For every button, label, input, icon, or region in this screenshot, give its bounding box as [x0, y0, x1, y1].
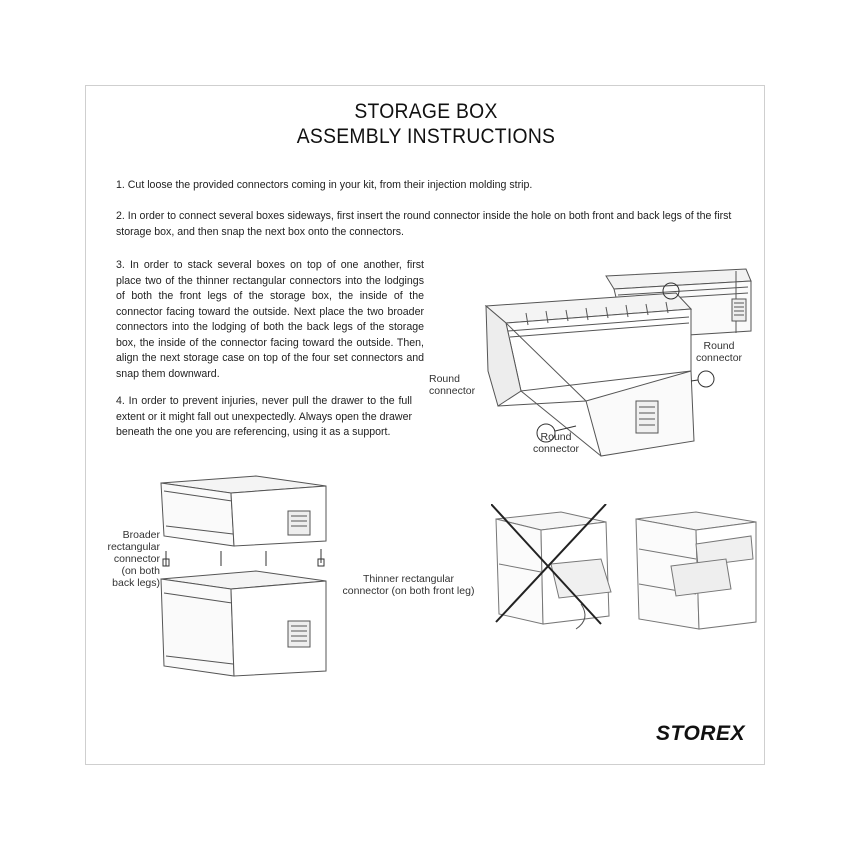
round-connector-top-marker: [698, 371, 714, 387]
step-4-text: 4. In order to prevent injuries, never pull the drawer to the full extent or it might fall out unexpectedly. Always open the drawer beneath the one you are referencing, using it as a support.: [116, 395, 412, 438]
thinner-connector-label: Thinner rectangular connector (on both front leg): [342, 573, 475, 597]
storex-logo: [656, 722, 745, 746]
broader-connector-label: Broader rectangular connector (on both back legs): [107, 529, 160, 589]
upper-storage-box-drawing: [161, 476, 326, 546]
round-connector-bottom-label: Round connector: [532, 431, 580, 455]
instruction-sheet: [85, 85, 765, 765]
stacking-illustration: [156, 471, 336, 696]
page-title-line-1: STORAGE BOX: [354, 100, 498, 123]
round-connector-right-label: Round connector: [695, 340, 743, 364]
lower-storage-box-drawing: [161, 571, 326, 676]
page-title-line-2: ASSEMBLY INSTRUCTIONS: [296, 125, 556, 148]
drawer-warning-illustration: [491, 504, 761, 634]
correct-drawer-drawing: [636, 512, 756, 629]
step-1-text: 1. Cut loose the provided connectors coming in your kit, from their injection molding strip.: [116, 179, 533, 191]
round-connector-left-label: Round connector: [429, 373, 476, 397]
step-2-text: 2. In order to connect several boxes sideways, first insert the round connector inside the hole on both front and back legs of the first storage box, and then snap the next box onto the connectors.: [116, 210, 732, 238]
storex-logo-text: STOREX: [656, 722, 745, 745]
step-3-text: 3. In order to stack several boxes on top of one another, first place two of the thinner rectangular connectors into the lodgings of both the front legs of the storage box, the inside of the connector facing toward the outside. Next place the two broader connectors into the lodging of both the back legs of the storage box, the inside of the connector facing toward the outside. Then, align the next storage case on top of the four set connectors and snap them downward.: [116, 259, 424, 380]
